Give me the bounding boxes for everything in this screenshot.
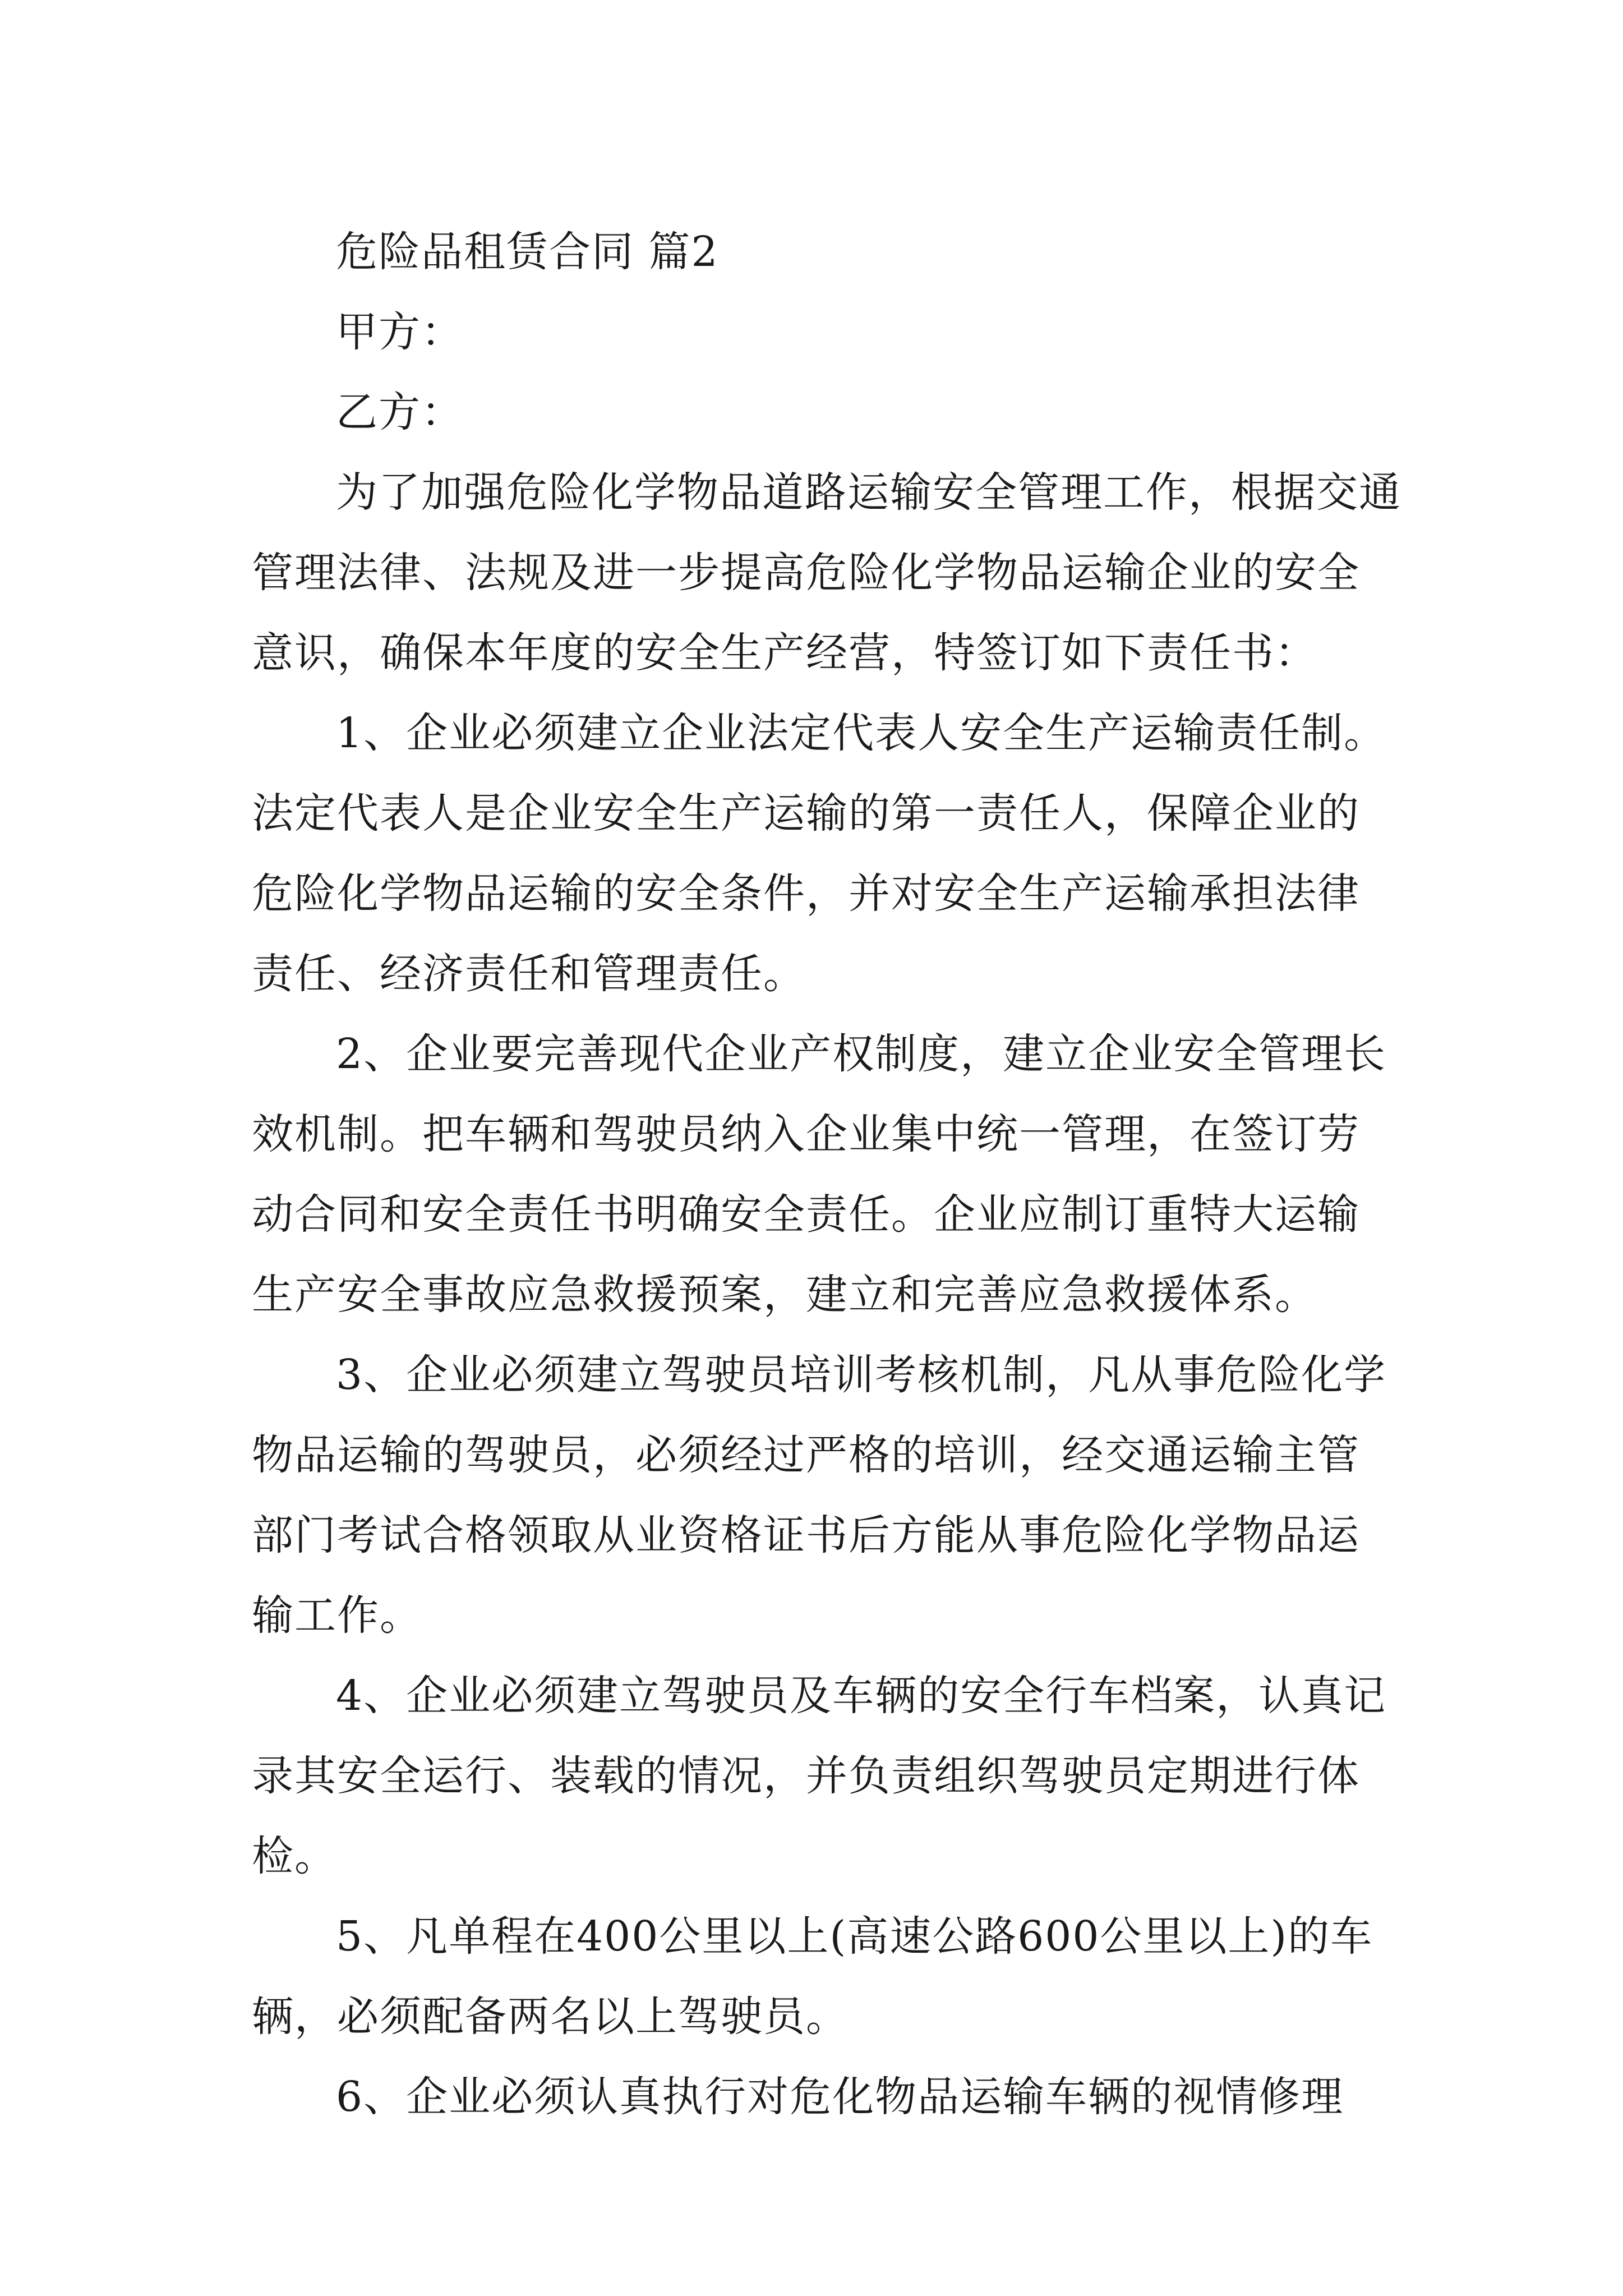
clause-1: 1、企业必须建立企业法定代表人安全生产运输责任制。法定代表人是企业安全生产运输的第一责任人，保障企业的危险化学物品运输的安全条件，并对安全生产运输承担法律责任、经济责任和管理责任。	[252, 709, 1387, 998]
intro-paragraph: 为了加强危险化学物品道路运输安全管理工作，根据交通管理法律、法规及进一步提高危险化学物品运输企业的安全意识，确保本年度的安全生产经营，特签订如下责任书：	[252, 468, 1401, 677]
clause-5: 5、凡单程在400公里以上(高速公路600公里以上)的车辆，必须配备两名以上驾驶员。	[252, 1912, 1373, 2041]
party-a-label: 甲方：	[336, 308, 464, 356]
document-body	[252, 212, 1401, 2137]
clause-3: 3、企业必须建立驾驶员培训考核机制，凡从事危险化学物品运输的驾驶员，必须经过严格的培训，经交通运输主管部门考试合格领取从业资格证书后方能从事危险化学物品运输工作。	[252, 1351, 1387, 1640]
clause-2: 2、企业要完善现代企业产权制度，建立企业安全管理长效机制。把车辆和驾驶员纳入企业集中统一管理，在签订劳动合同和安全责任书明确安全责任。企业应制订重特大运输生产安全事故应急救援预案，建立和完善应急救援体系。	[252, 1030, 1387, 1319]
clause-6: 6、企业必须认真执行对危化物品运输车辆的视情修理	[336, 2073, 1344, 2121]
clause-4: 4、企业必须建立驾驶员及车辆的安全行车档案，认真记录其安全运行、装载的情况，并负责组织驾驶员定期进行体检。	[252, 1672, 1387, 1880]
party-b-label: 乙方：	[336, 388, 464, 436]
document-title: 危险品租赁合同 篇2	[336, 228, 719, 276]
